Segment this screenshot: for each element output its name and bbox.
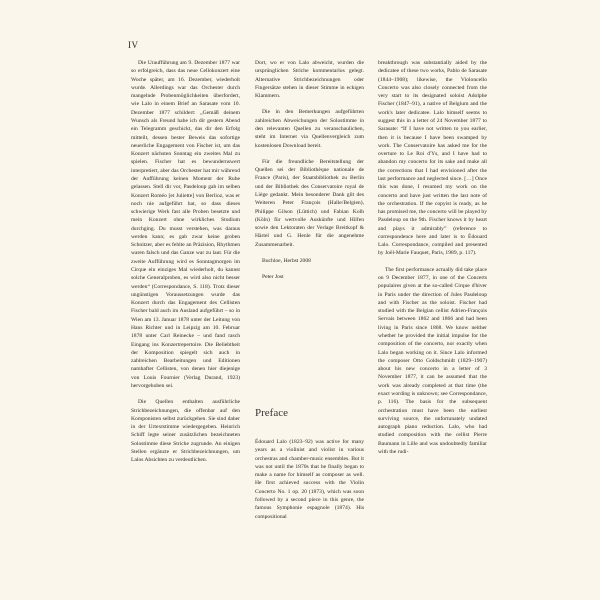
paragraph: Édouard Lalo (1823–92) was active for many years as a violinist and violist in various orchestras and chamber-music ensembles. But it was not until the 1870s that he finally began to make a name for himself as composer as well. He first achieved success with the Violin Concerto No. 1 op. 20 (1873), which was soon followed by a second piece in this genre, the famous Symphonie espagnole (1874). His compositional [255,439,364,520]
paragraph: Die Quellen enthalten ausführliche Strichbezeichnungen, die offenbar auf den Komponisten selbst zurückgehen. Sie sind daher in der Urtextstimme wiedergegeben. Heinrich Schiff legte seiner zusätzlichen bezeichneten Solostimme diese Striche zugrunde. An einigen Stellen ergänzte er Strichbezeichnungen, um Lalos Absichten zu verdeutlichen. [131,399,240,464]
english-text-column-3 [378,59,487,464]
paragraph: Für die freundliche Bereitstellung der Quellen sei der Bibliothèque nationale de France (Paris), der Staatsbibliothek zu Berlin und der Bibliothek des Conservatoire royal de Liège gedankt. Mein besonderer Dank gilt des Weiteren Peter François (Halle/Belgien), Philippe Gilson (Lüttich) und Fabian Kolb (Köln) für wertvolle Auskünfte und Hilfen sowie den Lektoraten der Verlage Breitkopf & Härtel und G. Henle für die angenehme Zusammenarbeit. [255,158,364,248]
paragraph: Die Uraufführung am 9. Dezember 1877 war so erfolgreich, dass das neue Cellokonzert eine Woche später, am 16. Dezember, wiederholt wurde. Allerdings war das Orchester durch mangelnde Probenmöglichkeiten überfordert, wie Lalo in einem Brief an Sarasate vom 10. Dezember 1877 schildert: „Gemäß deinem Wunsch als Freund habe ich dir gestern Abend ein Telegramm geschickt, das dir den Erfolg mitteilt, dessen bester Beweis das sofortige neuerliche Engagement von Fischer ist, um das Konzert nächsten Sonntag ein zweites Mal zu spielen. Fischer hat es bewundernswert interpretiert, aber das Orchester hat mir während der Aufführung keinen Moment der Ruhe gelassen. Stell dir vor, Pasdeloup gab im selben Konzert Roméo [et Juliette] von Berlioz, was er noch nie aufgeführt hat, so dass dieses schwierige Werk fast alle Proben besetzte und mein Konzert ohne wirkliches Studium durchging. Du musst verstehen, was daraus werden kann; es gab zwar keine groben Schnitzer, aber es fehlte an Präzision, Rhythmen waren falsch und das Ganze war zu laut. Für die zweite Aufführung wird es Sonntagmorgen im Cirque ein einziges Mal wiederholt, du kannst solche Generalproben, es wird also nicht besser werden“ (Correspondance, S. 118). Trotz dieser ungünstigen Voraussetzungen wurde das Konzert durch das Engagement des Cellisten Fischer bald auch im Ausland aufgeführt – so in Wien am 13. Januar 1878 unter der Leitung von Hans Richter und in Leipzig am 10. Februar 1878 unter Carl Reinecke – und fand rasch Eingang ins Konzertrepertoire. Die Beliebtheit der Komposition spiegelt sich auch in zahlreichen Bearbeitungen und Editionen namhafter Cellisten, von denen hier diejenige von Louis Fournier (Verlag Durand, 1923) hervorgehoben sei. [131,60,240,389]
paragraph: Dort, wo er von Lalo abweicht, wurden die ursprünglichen Striche kommentarlos gelegt. Alternative Strichbezeichnungen oder Fingersätze stehen in dieser Stimme in eckigen Klammern. [255,60,364,100]
paragraph: The first performance actually did take place on 9 December 1877, in one of the Concerts populaires given at the so-called Cirque d'hiver in Paris under the direction of Jules Pasdeloup and with Fischer as the soloist. Fischer had studied with the Belgian cellist Adrien-François Servais between 1862 and 1866 and had been living in Paris since 1868. We know neither whether he provided the initial impulse for the composition of the concerto, nor exactly when Lalo began working on it. Since Lalo informed the composer Otto Goldschmidt (1829–1907) about his new concerto in a letter of 3 November 1877, it can be assumed that the work was already completed at that time (the exact wording is unknown; see Correspondance, p. 116). The basis for the subsequent orchestration must have been the earliest surviving source, the unfortunately undated autograph piano reduction. Lalo, who had studied composition with the cellist Pierre Baumann in Lille and was undoubtedly familiar with the rudi- [378,266,487,455]
signature-author: Peter Jost [262,274,284,281]
german-text-column-1 [131,59,240,473]
paragraph: breakthrough was substantially aided by the dedicatee of these two works, Pablo de Sarasate (1844–1908); likewise, the Violoncello Concerto was also closely connected from the very start to its designated soloist Adolphe Fischer (1847–91), a native of Belgium and the work's later dedicatee. Lalo himself seems to suggest this in a letter of 24 November 1877 to Sarasate: “If I have not written to you earlier, then it is because I have been swamped by work. The Conservatoire has asked me for the overture to Le Roi d'Ys, and I have had to abandon my concerto for its sake and make all the corrections that I had envisioned after the last performance and neglected since. […] Once this was done, I resumed my work on the concerto and have just written the last note of the orchestration. If the copyist is ready, as he has promised me, the concerto will be played by Pasdeloup on the 9th. Fischer knows it by heart and plays it admirably” (reference to correspondence here and later is to Édouard Lalo. Correspondance, compiled and presented by Joël-Marie Fauquet, Paris, 1989, p. 117). [378,60,487,257]
english-text-column-2 [255,438,364,521]
preface-heading: Preface [255,407,288,419]
signature-place-date: Buchloe, Herbst 2008 [262,257,311,264]
paragraph: Die in den Bemerkungen aufgeführten zahlreichen Abweichungen der Solostimme in den relevanten Quellen zu veranschaulichen, steht im Internet via Quellenvergleich zum kostenlosen Download bereit. [255,109,364,149]
german-text-column-2 [255,59,364,289]
page-number: IV [128,40,139,50]
